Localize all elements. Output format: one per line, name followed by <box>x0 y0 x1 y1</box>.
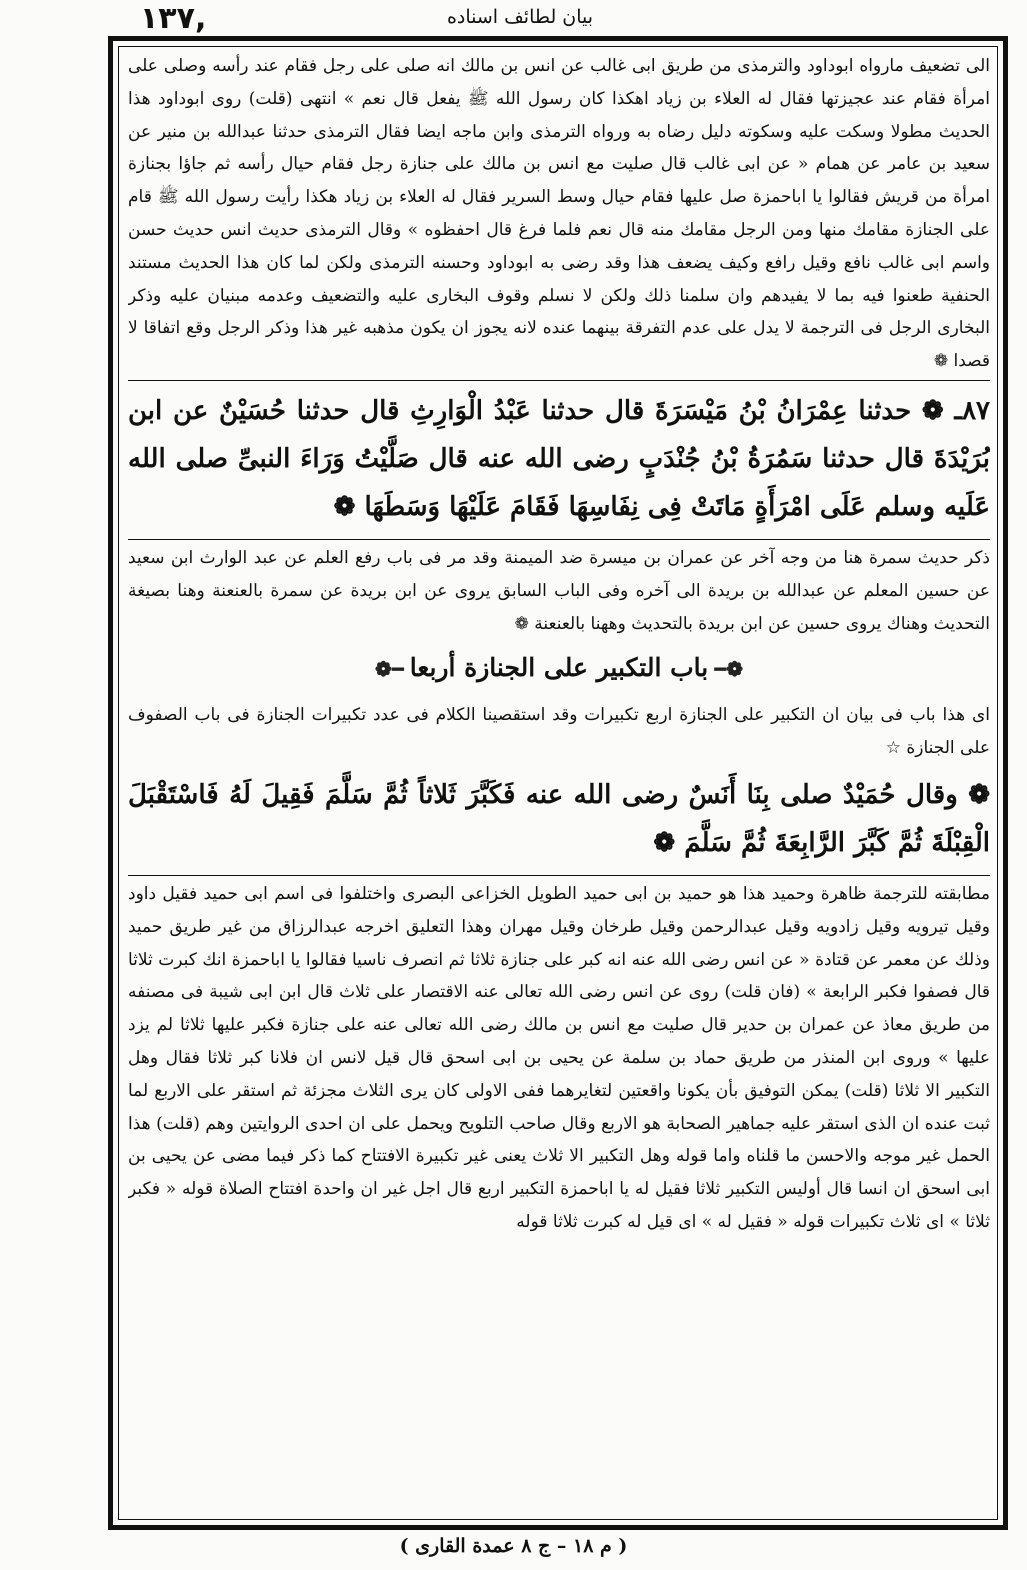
commentary-paragraph: ذكر حديث سمرة هنا من وجه آخر عن عمران بن ميسرة ضد الميمنة وقد مر فى باب رفع العلم عن عبد الوارث ابن سعيد عن حسين المعلم عن عبدالله بن بريدة الى آخره وفى الباب السابق يروى عن ابن بريدة عن سمرة بالعنعنة وهنا بصيغة التحديث وهناك يروى حسين عن ابن بريدة بالتحديث وههنا بالعنعنة ❁ <box>128 547 990 634</box>
commentary-paragraph: اى هذا باب فى بيان ان التكبير على الجنازة اربع تكبيرات وقد استقصينا الكلام فى عدد تكبيرات الجنازة فى باب الصفوف على الجنازة ☆ <box>128 705 990 759</box>
hadith-text: ❁ وقال حُمَيْدٌ صلى بِنَا أَنَسٌ رضى الله عنه فَكَبَّرَ ثَلاثاً ثُمَّ سَلَّمَ فَقِيلَ لَهُ فَاسْتَقْبَلَ الْقِبْلَةَ ثُمَّ كَبَّرَ الرَّابِعَةَ ثُمَّ سَلَّمَ ❁ <box>128 779 990 858</box>
page-number: ١٣٧, <box>140 1 207 36</box>
divider <box>128 380 990 381</box>
ornament-icon: ━❁ <box>374 657 404 682</box>
running-head: بيان لطائف اسناده <box>446 6 594 28</box>
hadith-text: ٨٧ـ ❁ حدثنا عِمْرَانُ بْنُ مَيْسَرَةَ قال حدثنا عَبْدُ الْوَارِثِ قال حدثنا حُسَيْنٌ عن ابن بُرَيْدَةَ قال حدثنا سَمُرَةُ بْنُ جُنْدَبٍ رضى الله عنه قال صَلَّيْتُ وَرَاءَ النبىِّ صلى الله عَلَيه وسلم عَلَى امْرَأَةٍ مَاتَتْ فِى نِفَاسِهَا فَقَامَ عَلَيْهَا وَسَطَهَا ❁ <box>128 395 990 522</box>
commentary-paragraph: الى تضعيف مارواه ابوداود والترمذى من طريق ابى غالب عن انس بن مالك انه صلى على رجل فقام عند رأسه وصلى على امرأة فقام عند عجيزتها فقال له العلاء بن زياد اهكذا كان رسول الله ﷺ يفعل قال نعم » انتهى (قلت) روى ابوداود هذا الحديث مطولا وسكت عليه وسكوته دليل رضاه به ورواه الترمذى وابن ماجه ايضا فقال الترمذى حدثنا عبدالله بن منير عن سعيد بن عامر عن همام « عن ابى غالب قال صليت مع انس بن مالك على جنازة رجل فقام حيال رأسه ثم جاؤا بجنازة امرأة من قريش فقالوا يا اباحمزة صل عليها فقام حيال وسط السرير فقال له العلاء بن زياد هكذا رأيت رسول الله ﷺ قام على الجنازة مقامك منها ومن الرجل مقامك منه قال نعم فلما فرغ قال احفظوه » وقال الترمذى حديث انس حديث حسن واسم ابى غالب نافع وقيل رافع وكيف يضعف هذا وقد رضى به ابوداود وحسنه الترمذى ولكن لما كان هذا الحديث مستند الحنفية طعنوا فيه بما لا يفيدهم وان سلمنا ذلك ولكن لا نسلم وقوف البخارى عليه والتضعيف وعدمه مبنيان عليه وذكر البخارى الرجل فى الترجمة لا يدل على عدم التفرقة بينهما عنده لانه يجوز ان يكون مذهبه غير هذا وذكر الرجل وقع اتفاقا لا قصدا ❁ <box>128 56 990 372</box>
commentary-paragraph: مطابقته للترجمة ظاهرة وحميد هذا هو حميد بن ابى حميد الطويل الخزاعى البصرى واختلفوا فى اسم ابى حميد فقيل داود وقيل تيرويه وقيل زادويه وقيل عبدالرحمن وقيل طرخان وقيل مهران وهذا التعليق اخرجه عبدالرزاق من غير طريق حميد وذلك عن معمر عن قتادة « عن انس رضى الله عنه انه كبر على جنازة ثلاثا ثم انصرف ناسيا فقالوا يا اباحمزة انك كبرت ثلاثا قال فصفوا فكبر الرابعة » (فان قلت) روى عن انس رضى الله تعالى عنه الاقتصار على ثلاث قال ابن ابى شيبة فى مصنفه من طريق معاذ عن عمران بن حدير قال صليت مع انس بن مالك رضى الله تعالى عنه على جنازة فكبر عليها ثلاثا لم يزد عليها » وروى ابن المنذر من طريق حماد بن سلمة عن يحيى بن ابى اسحق قال قيل لانس ان فلانا كبر ثلاثا فقال وهل التكبير الا ثلاثا (قلت) يمكن التوفيق بأن يكونا واقعتين لتغايرهما ففى الاولى كان يرى الثلاث مجزئة ثم استقر على الاربع لما ثبت عنده ان الذى استقر عليه جماهير الصحابة هو الاربع وقال صاحب التلويح ويحمل على ان احدى الروايتين وهم (قلت) هذا الحمل غير موجه والاحسن ما قلناه واما قوله وهل التكبير الا ثلاث يعنى غير تكبيرة الافتتاح كما ذكر فيما مضى عن يحيى بن ابى اسحق ان انسا قال أوليس التكبير ثلاثا فقيل له يا اباحمزة التكبير اربع قال اجل غير ان واحدة افتتاح الصلاة قوله « فكبر ثلاثا » اى ثلاث تكبيرات قوله « فقيل له » اى قيل له كبرت ثلاثا قوله <box>128 883 990 1232</box>
ornament-icon: ❁━ <box>714 657 744 682</box>
divider <box>128 539 990 540</box>
divider <box>128 875 990 876</box>
page-footer: ( م ١٨ – ج ٨ عمدة القارى ) <box>399 1535 628 1557</box>
text-column <box>128 50 990 1514</box>
chapter-title: باب التكبير على الجنازة أربعا <box>409 653 709 683</box>
chapter-heading <box>128 646 990 691</box>
